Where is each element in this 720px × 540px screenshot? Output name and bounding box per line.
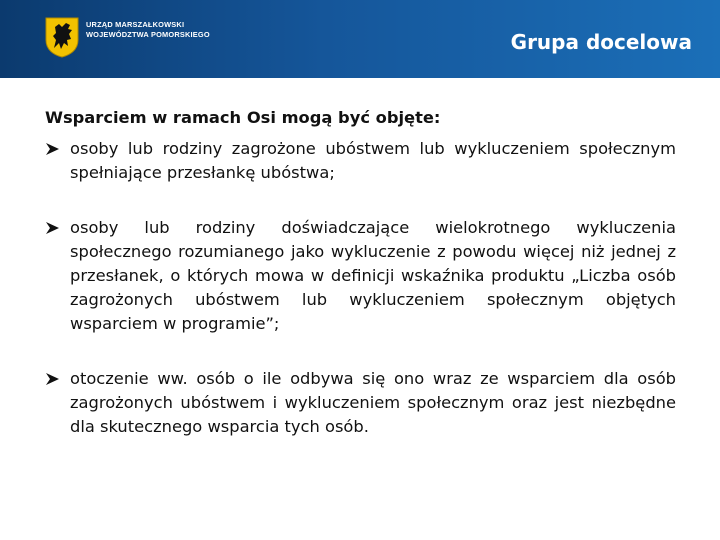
arrow-bullet-icon: [45, 372, 60, 386]
griffin-coat-of-arms-icon: [44, 16, 80, 58]
bullet-text: osoby lub rodziny zagrożone ubóstwem lub wykluczeniem społecznym spełniające przesłankę ubóstwa;: [70, 139, 676, 182]
slide-title: Grupa docelowa: [510, 30, 692, 54]
organization-name-line1: URZĄD MARSZAŁKOWSKI: [86, 20, 185, 29]
bullet-text: osoby lub rodziny doświadczające wielokrotnego wykluczenia społecznego rozumianego jako wykluczenie z powodu więcej niż jednej z przesłanek, o których mowa w definicji wskaźnika produktu „Liczba osób zagrożonych ubóstwem lub wykluczeniem społecznym objętych wsparciem w programie”;: [70, 218, 676, 333]
bullet-item: [45, 137, 676, 185]
bullet-item: [45, 367, 676, 439]
slide-content: [45, 106, 676, 439]
bullet-item: [45, 216, 676, 336]
header-bar: [0, 0, 720, 78]
intro-heading: Wsparciem w ramach Osi mogą być objęte:: [45, 108, 441, 127]
arrow-bullet-icon: [45, 142, 60, 156]
bullet-text: otoczenie ww. osób o ile odbywa się ono wraz ze wsparciem dla osób zagrożonych ubóstwem i wykluczeniem społecznym oraz jest niezbędne dla skutecznego wsparcia tych osób.: [70, 369, 676, 436]
arrow-bullet-icon: [45, 221, 60, 235]
organization-name: [86, 20, 210, 40]
organization-name-line2: WOJEWÓDZTWA POMORSKIEGO: [86, 30, 210, 39]
